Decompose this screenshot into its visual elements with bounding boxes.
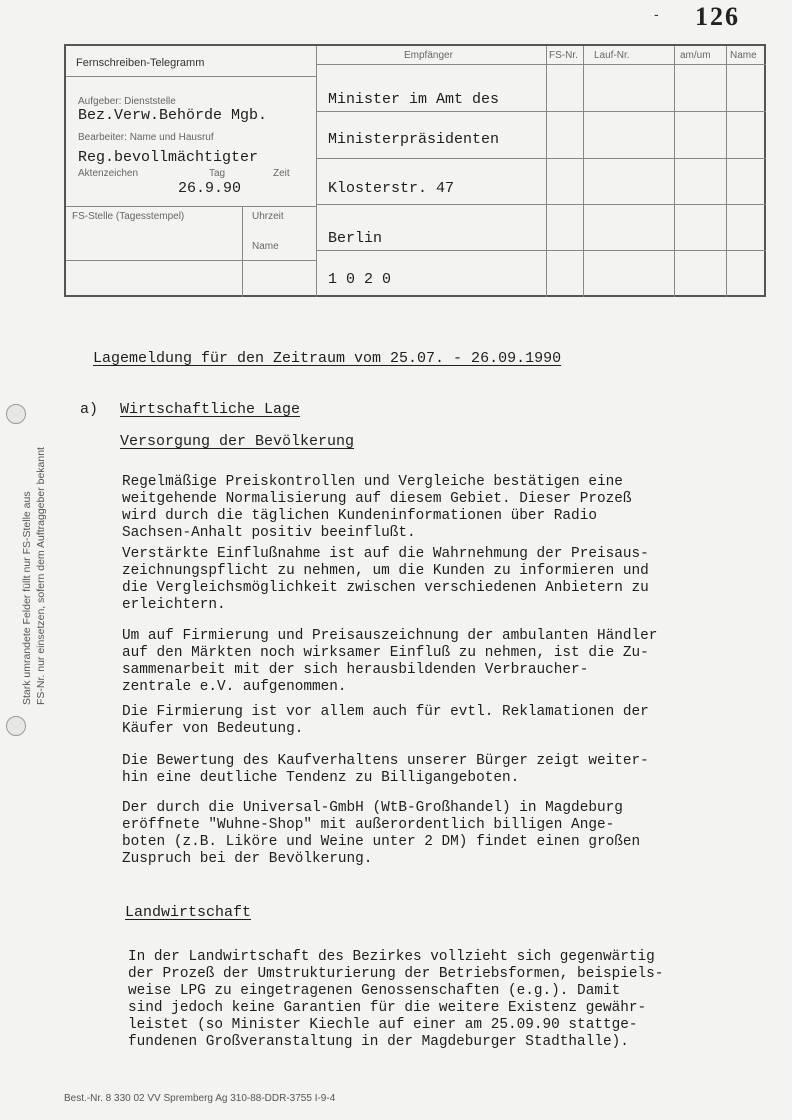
side-note [20, 447, 48, 705]
tag-label: Tag [209, 168, 226, 179]
page-number: 126 [695, 2, 740, 31]
paragraph-3: Um auf Firmierung und Preisauszeichnung der ambulanten Händler auf den Märkten noch wirksamer Einfluß zu nehmen, ist die Zu- sammenarbeit mit der sich herausbildenden Verbraucher- zentrale e.V. aufgenommen. [122, 628, 658, 695]
punch-hole-top [6, 404, 26, 424]
section-marker: a) [80, 401, 99, 418]
bearbeiter-label: Bearbeiter: Name und Hausruf [78, 132, 214, 143]
report-title: Lagemeldung für den Zeitraum vom 25.07. - 26.09.1990 [93, 350, 562, 367]
recipient-line-3: Klosterstr. 47 [328, 180, 455, 197]
side-note-line-2: FS-Nr. nur einsetzen, sofern dem Auftraggeber bekannt [35, 447, 47, 705]
lauf-nr-label: Lauf-Nr. [594, 50, 630, 61]
fs-nr-label: FS-Nr. [549, 50, 578, 61]
aufgeber-value: Bez.Verw.Behörde Mgb. [78, 107, 268, 124]
paragraph-6: Der durch die Universal-GmbH (WtB-Großhandel) in Magdeburg eröffnete "Wuhne-Shop" mit außerordentlich billigen Ange- boten (z.B. Liköre und Weine unter 2 DM) findet einen großen Zuspruch bei der Bevölkerung. [122, 800, 641, 867]
paragraph-7: In der Landwirtschaft des Bezirkes vollzieht sich gegenwärtig der Prozeß der Umstrukturierung der Betriebsformen, beispiels- weise LPG zu eingetragenen Genossenschaften (e.g.). Damit sind jedoch keine Garantien für die weitere Existenz gewähr- leistet (so Minister Kiechle auf einer am 25.09.90 stattge- fundenen Großveranstaltung in der Magdeburger Stadthalle). [128, 949, 664, 1050]
bearbeiter-value: Reg.bevollmächtigter [78, 149, 259, 166]
recipient-line-2: Ministerpräsidenten [328, 131, 500, 148]
tag-value: 26.9.90 [178, 180, 242, 197]
uhrzeit-label: Uhrzeit [252, 211, 284, 222]
aktenzeichen-label: Aktenzeichen [78, 168, 139, 179]
page-mark: - [654, 6, 659, 22]
recipient-line-4: Berlin [328, 230, 383, 247]
paragraph-2: Verstärkte Einflußnahme ist auf die Wahrnehmung der Preisaus- zeichnungspflicht zu nehmen, um die Kunden zu informieren und die Vergleichsmöglichkeit zwischen verschiedenen Anbietern zu erleichtern. [122, 546, 649, 613]
paragraph-5: Die Bewertung des Kaufverhaltens unserer Bürger zeigt weiter- hin eine deutliche Tendenz zu Billigangeboten. [122, 753, 649, 786]
telegram-form [64, 44, 766, 297]
fs-stelle-label: FS-Stelle (Tagesstempel) [72, 211, 185, 222]
side-note-line-1: Stark umrandete Felder füllt nur FS-Stelle aus [21, 491, 33, 705]
zeit-label: Zeit [273, 168, 290, 179]
recipient-line-1: Minister im Amt des [328, 91, 500, 108]
recipient-line-5: 1 0 2 0 [328, 271, 392, 288]
punch-hole-bottom [6, 716, 26, 736]
paragraph-1: Regelmäßige Preiskontrollen und Vergleiche bestätigen eine weitgehende Normalisierung auf diesem Gebiet. Dieser Prozeß wird durch die täglichen Kundeninformationen über Radio Sachsen-Anhalt positiv beeinflußt. [122, 474, 632, 541]
section-title: Wirtschaftliche Lage [120, 401, 301, 418]
aufgeber-label: Aufgeber: Dienststelle [78, 96, 176, 107]
subsection-versorgung: Versorgung der Bevölkerung [120, 433, 355, 450]
paragraph-4: Die Firmierung ist vor allem auch für evtl. Reklamationen der Käufer von Bedeutung. [122, 704, 649, 737]
form-title: Fernschreiben-Telegramm [76, 57, 205, 69]
subsection-landwirtschaft: Landwirtschaft [125, 904, 252, 921]
am-um-label: am/um [680, 50, 711, 61]
name2-label: Name [252, 241, 279, 252]
empfaenger-label: Empfänger [404, 50, 453, 61]
name-label: Name [730, 50, 757, 61]
footer-print-note: Best.-Nr. 8 330 02 VV Spremberg Ag 310-88-DDR-3755 I-9-4 [64, 1093, 336, 1104]
